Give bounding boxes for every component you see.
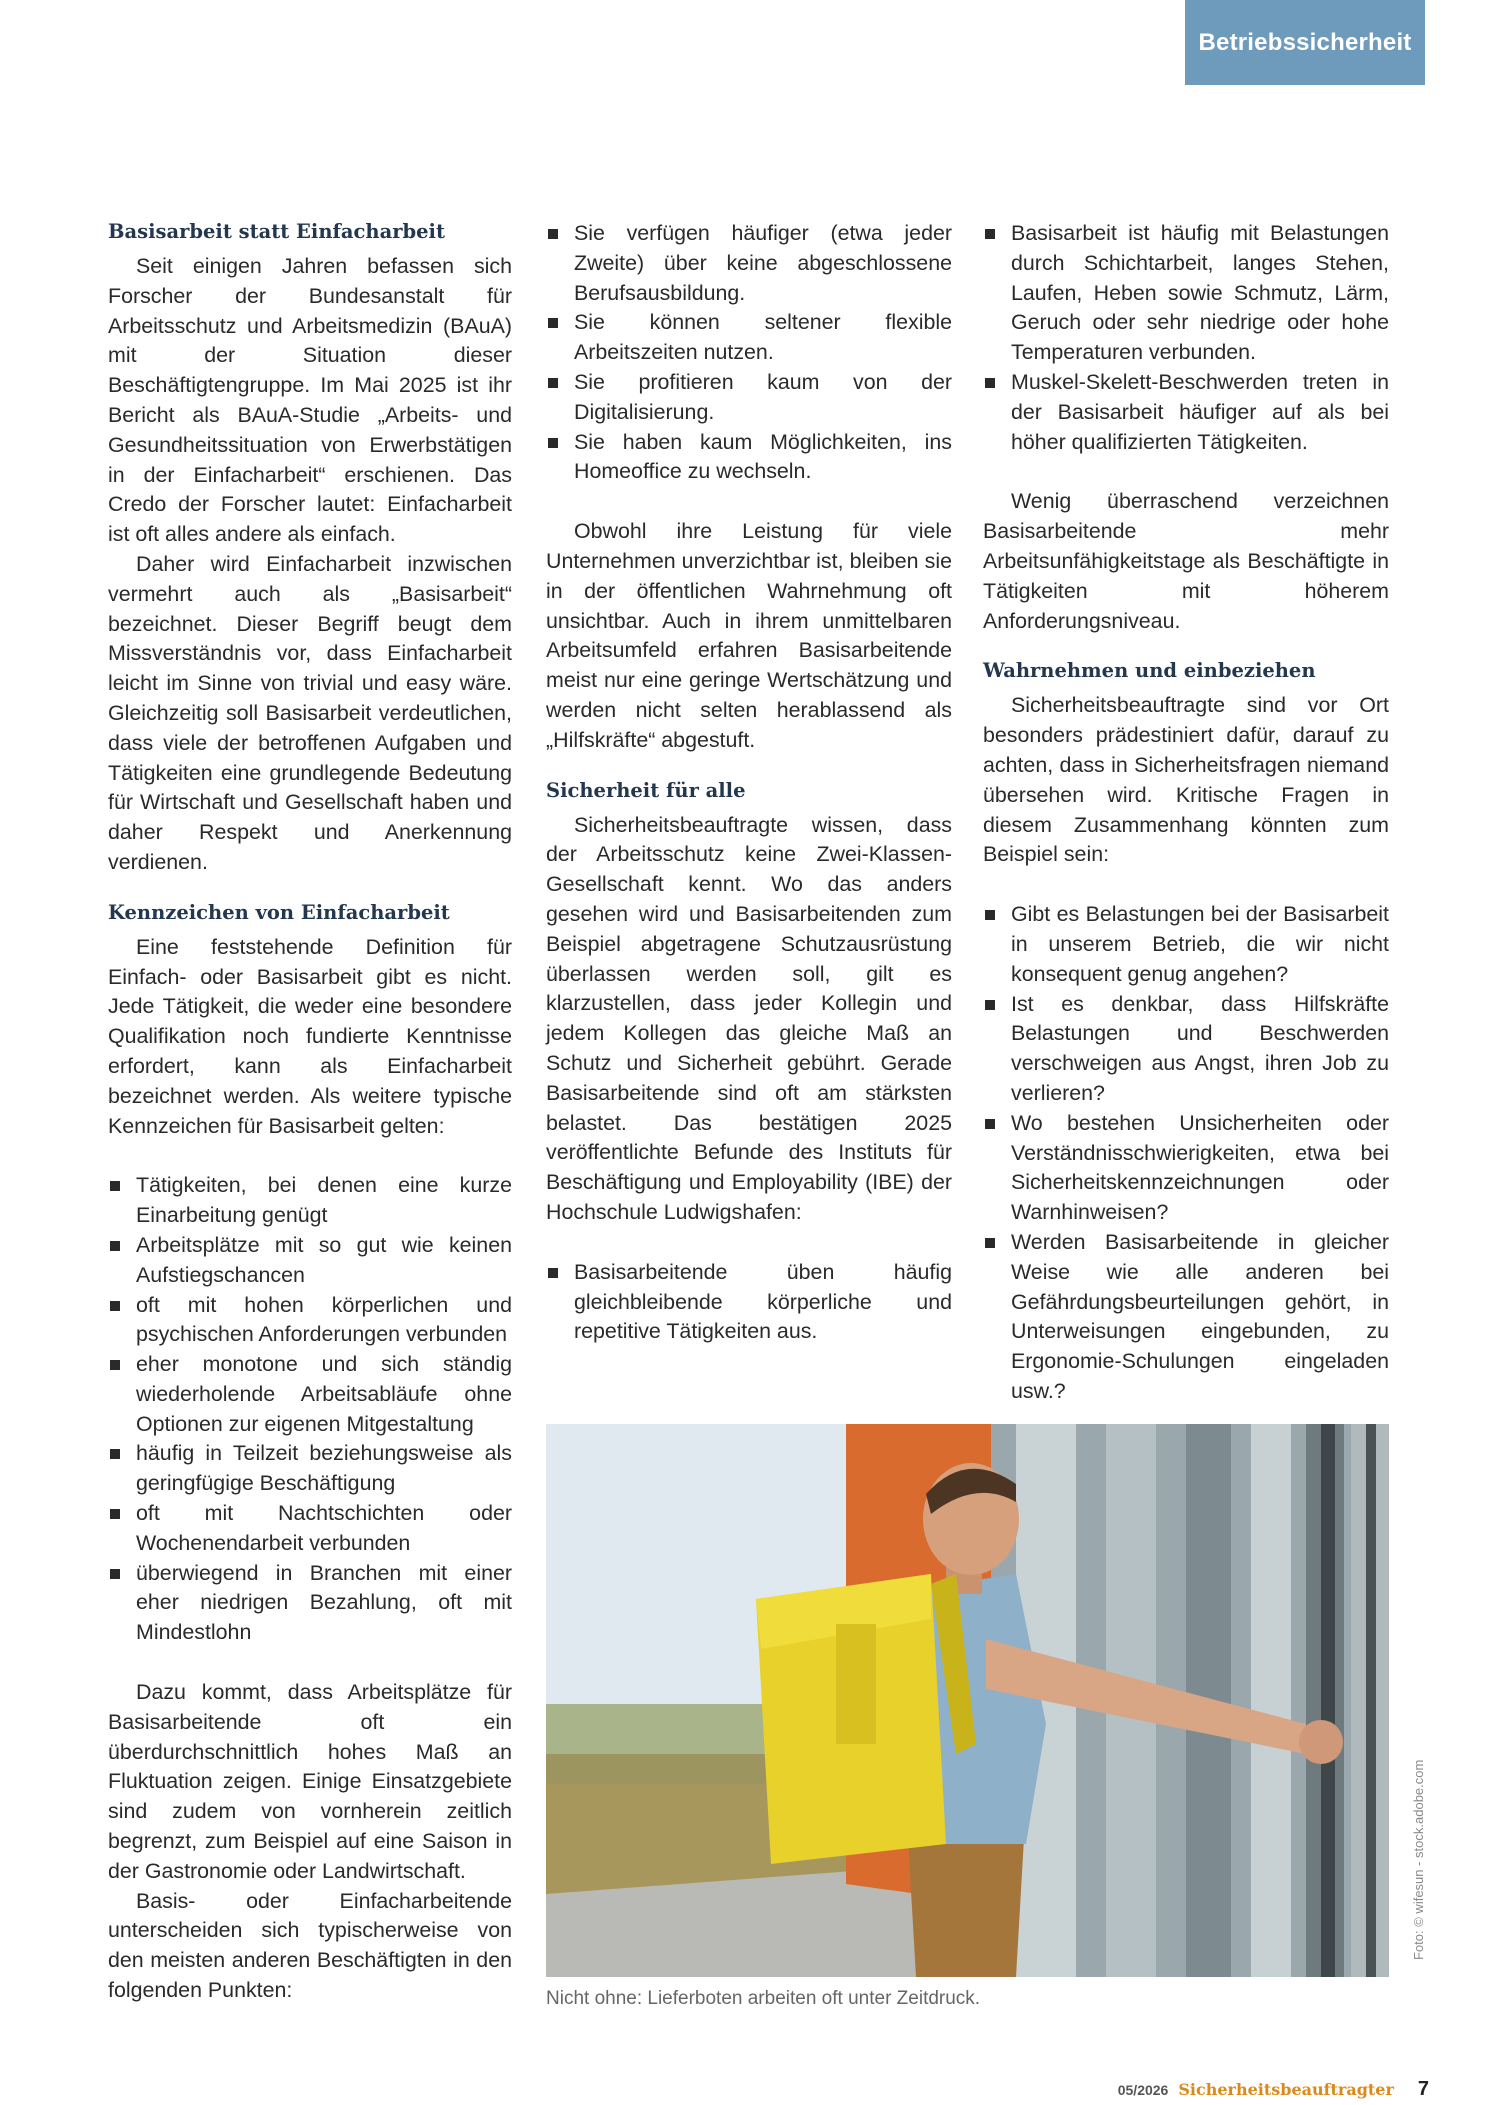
paragraph: Sicherheitsbeauftragte wissen, dass der Arbeitsschutz keine Zwei-Klassen-Gesellschaft kennt. Wo das anders gesehen wird und Basisarbeitenden zum Beispiel abgetragene Schutzausrüstung überlassen werden soll, gilt es klarzustellen, dass jeder Kollegin und jedem Kollegen das gleiche Maß an Schutz und Sicherheit gebührt. Gerade Basisarbeitende sind oft am stärksten belastet. Das bestätigen 2025 veröffentlichte Befunde des Instituts für Beschäftigung und Employability (IBE) der Hochschule Ludwigshafen: [546,812,952,1224]
paragraph: Obwohl ihre Leistung für viele Unternehmen unverzichtbar ist, bleiben sie in der öffentlichen Wahrnehmung oft unsichtbar. Auch in ihrem unmittelbaren Arbeitsumfeld erfahren Basisarbeitende meist nur eine geringe Wertschätzung und werden nicht selten herablassend als „Hilfskräfte“ abgestuft. [546,519,952,752]
list-item: Tätigkeiten, bei denen eine kurze Einarbeitung genügt [108,1171,512,1231]
list-item: Muskel-Skelett-Beschwerden treten in der Basisarbeit häufiger auf als bei höher qualifizierten Tätigkeiten. [983,368,1389,457]
list-item: überwiegend in Branchen mit einer eher niedrigen Bezahlung, oft mit Mindestlohn [108,1559,512,1648]
paragraph: Sicherheitsbeauftragte sind vor Ort besonders prädestiniert dafür, darauf zu achten, dass in Sicherheitsfragen niemand übersehen wird. Kritische Fragen in diesem Zusammenhang könnten zum Beispiel sein: [983,693,1389,867]
issue-number: 05/2026 [1117,2082,1169,2098]
list-item: Basisarbeitende üben häufig gleichbleibende körperliche und repetitive Tätigkeiten aus. [546,1258,952,1347]
list-item: Sie profitieren kaum von der Digitalisierung. [546,368,952,428]
list-item: Werden Basisarbeitende in gleicher Weise wie alle anderen bei Gefährdungsbeurteilungen gehört, in Unterweisungen eingebunden, zu Ergonomie-Schulungen eingeladen usw.? [983,1228,1389,1407]
paragraph: Dazu kommt, dass Arbeitsplätze für Basisarbeitende oft ein überdurchschnittlich hohes Maß an Fluktuation zeigen. Einige Einsatzgebiete sind zudem von vornherein zeitlich begrenzt, zum Beispiel auf eine Saison in der Gastronomie oder Landwirtschaft. [108,1680,512,1883]
list-item: Ist es denkbar, dass Hilfskräfte Belastungen und Beschwerden verschweigen aus Angst, ihren Job zu verlieren? [983,990,1389,1109]
column-2 [546,219,952,1347]
bullet-list [983,219,1389,457]
list-item: häufig in Teilzeit beziehungsweise als geringfügige Beschäftigung [108,1439,512,1499]
photo-illustration [546,1424,1389,1977]
heading-wahrnehmen: Wahrnehmen und einbeziehen [983,659,1316,683]
list-item: oft mit Nachtschichten oder Wochenendarbeit verbunden [108,1499,512,1559]
list-item: Sie können seltener flexible Arbeitszeiten nutzen. [546,308,952,368]
section-tab: Betriebssicherheit [1185,0,1425,85]
magazine-name: Sicherheitsbeauftragter [1178,2080,1394,2099]
column-3 [983,219,1389,1407]
list-item: Wo bestehen Unsicherheiten oder Verständnisschwierigkeiten, etwa bei Sicherheitskennzeichnungen oder Warnhinweisen? [983,1109,1389,1228]
footer [1118,2078,1429,2101]
list-item: oft mit hohen körperlichen und psychischen Anforderungen verbunden [108,1291,512,1351]
list-item: Arbeitsplätze mit so gut wie keinen Aufstiegschancen [108,1231,512,1291]
paragraph: Seit einigen Jahren befassen sich Forscher der Bundesanstalt für Arbeitsschutz und Arbeitsmedizin (BAuA) mit der Situation dieser Beschäftigtengruppe. Im Mai 2025 ist ihr Bericht als BAuA-Studie „Arbeits- und Gesundheitssituation von Erwerbstätigen in der Einfacharbeit“ erschienen. Das Credo der Forscher lautet: Einfacharbeit ist oft alles andere als einfach. [108,254,512,547]
list-item: Basisarbeit ist häufig mit Belastungen durch Schichtarbeit, langes Stehen, Laufen, Heben sowie Schmutz, Lärm, Geruch oder sehr niedrige oder hohe Temperaturen verbunden. [983,219,1389,368]
paragraph: Daher wird Einfacharbeit inzwischen vermehrt auch als „Basisarbeit“ bezeichnet. Dieser Begriff beugt dem Missverständnis vor, dass Einfacharbeit leicht im Sinne von trivial und easy wäre. Gleichzeitig soll Basisarbeit verdeutlichen, dass viele der betroffenen Aufgaben und Tätigkeiten eine grundlegende Bedeutung für Wirtschaft und Gesellschaft haben und daher Respekt und Anerkennung verdienen. [108,551,512,874]
paragraph: Basis- oder Einfacharbeitende unterscheiden sich typischerweise von den meisten anderen Beschäftigten in den folgenden Punkten: [108,1888,512,2003]
bullet-list [108,1171,512,1648]
figure-caption: Nicht ohne: Lieferboten arbeiten oft unter Zeitdruck. [546,1988,981,2009]
bullet-list [546,1258,952,1347]
list-item: Gibt es Belastungen bei der Basisarbeit in unserem Betrieb, die wir nicht konsequent genug angehen? [983,900,1389,989]
paragraph: Wenig überraschend verzeichnen Basisarbeitende mehr Arbeitsunfähigkeitstage als Beschäftigte in Tätigkeiten mit höherem Anforderungsniveau. [983,489,1389,633]
page-number: 7 [1417,2078,1429,2100]
list-item: eher monotone und sich ständig wiederholende Arbeitsabläufe ohne Optionen zur eigenen Mitgestaltung [108,1350,512,1439]
column-1 [108,219,512,2006]
bullet-list [983,900,1389,1407]
paragraph: Eine feststehende Definition für Einfach- oder Basisarbeit gibt es nicht. Jede Tätigkeit, die weder eine besondere Qualifikation noch fundierte Kenntnisse erfordert, kann als Einfacharbeit bezeichnet werden. Als weitere typische Kennzeichen für Basisarbeit gelten: [108,934,512,1138]
delivery-worker-photo [546,1424,1389,1977]
heading-basisarbeit: Basisarbeit statt Einfacharbeit [108,220,445,243]
heading-sicherheit: Sicherheit für alle [546,778,746,802]
heading-kennzeichen: Kennzeichen von Einfacharbeit [108,900,450,924]
bullet-list [546,219,952,487]
photo-credit: Foto: © wifesun - stock.adobe.com [1411,1759,1426,1960]
list-item: Sie haben kaum Möglichkeiten, ins Homeoffice zu wechseln. [546,428,952,488]
list-item: Sie verfügen häufiger (etwa jeder Zweite) über keine abgeschlossene Berufsausbildung. [546,219,952,308]
